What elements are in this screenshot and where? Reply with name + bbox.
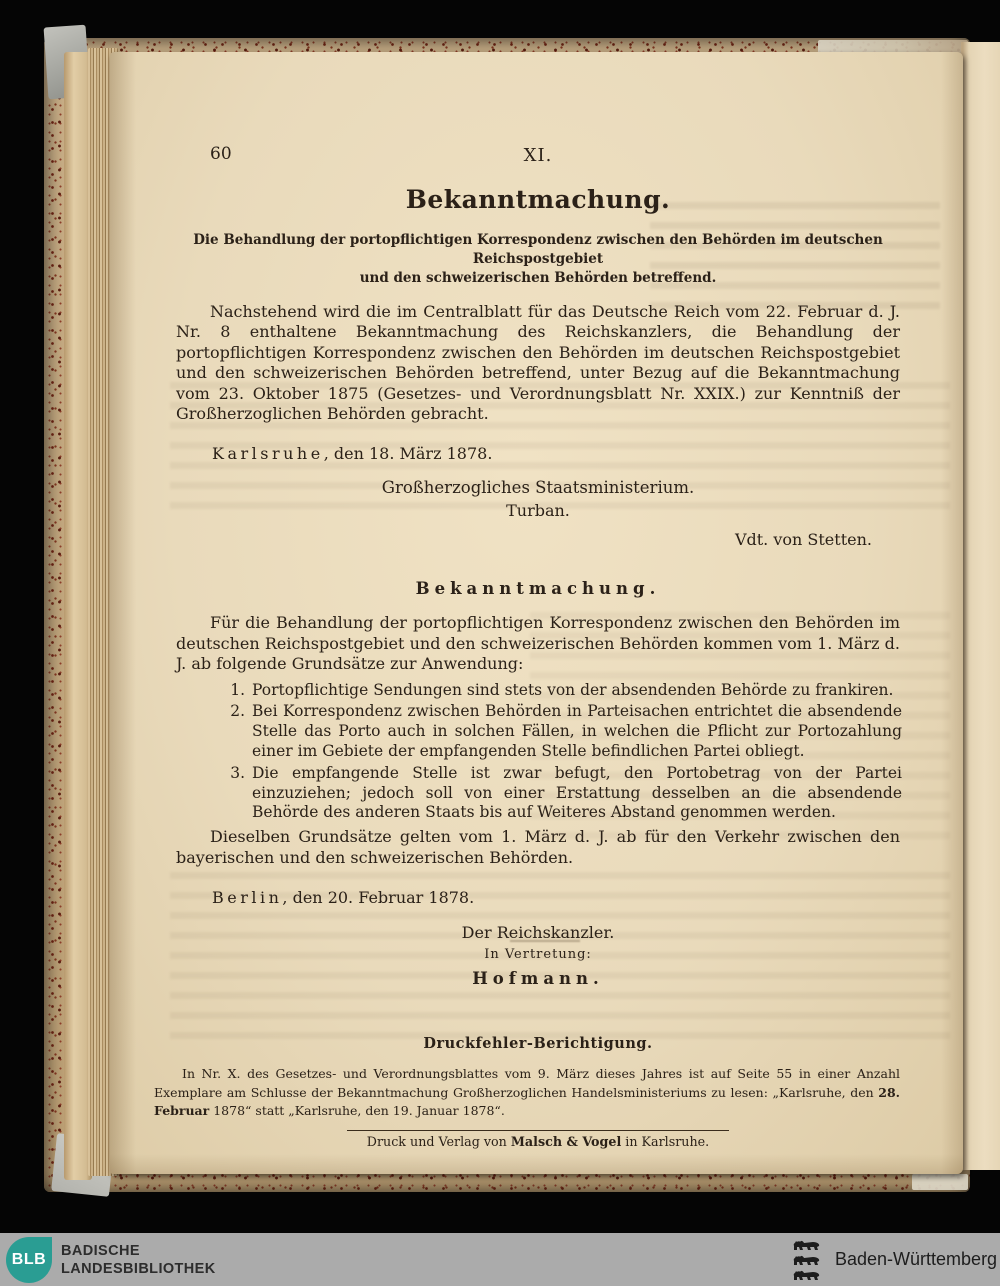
notice1-signature-block [176, 477, 900, 522]
notice2-signer-title: Der Reichskanzler. [461, 922, 615, 942]
notice2-signer-name: Hofmann. [472, 968, 604, 988]
correction-text-before: In Nr. X. des Gesetzes- und Verordnungsblattes vom 9. März dieses Jahres ist auf Seite 55 in einer Anzahl Exemplare am Schlusse der Bekanntmachung Großherzoglichen Handelsministeriums zu lesen: „Karlsruhe, den [154, 1066, 900, 1100]
library-footer-bar [0, 1233, 1000, 1286]
notice1-subject-line2: und den schweizerischen Behörden betreffend. [359, 269, 717, 286]
list-item: 2. Bei Korrespondenz zwischen Behörden in Parteisachen entrichtet die absendende Stelle das Porto auch in solchen Fällen, in welchen die Pflicht zur Portozahlung einer im Gebiete der empfangenden Stelle befindlichen Partei obliegt. [250, 702, 902, 761]
notice2-place: Berlin [212, 888, 283, 908]
page-number: 60 [210, 144, 232, 164]
notice1-signature-name: Turban. [506, 501, 570, 521]
correction-body [154, 1065, 900, 1119]
list-item: 1. Portopflichtige Sendungen sind stets von der absendenden Behörde zu frankiren. [250, 681, 902, 701]
notice1-countersign: Vdt. von Stetten. [734, 529, 872, 549]
notice2-date: , den 20. Februar 1878. [282, 888, 475, 908]
library-name [61, 1242, 216, 1278]
notice1-place: Karlsruhe [212, 444, 324, 464]
library-name-line2: LANDESBIBLIOTHEK [61, 1261, 216, 1278]
library-name-line1: BADISCHE [61, 1243, 140, 1259]
notice2-principles-list [176, 681, 900, 824]
page-content [154, 144, 902, 1163]
section-number: XI. [523, 145, 553, 166]
imprint-divider [347, 1130, 729, 1131]
cover-wear-patch-bottom-right [912, 1174, 968, 1190]
notice1-body: Nachstehend wird die im Centralblatt für das Deutsche Reich vom 22. Februar d. J. Nr. 8 enthaltene Bekanntmachung des Reichskanzlers, die Behandlung der portopflichtigen Korrespondenz zwischen den Behörden im deutschen Reichspostgebiet und den schweizerischen Behörden betreffend, unter Bezug auf die Bekanntmachung vom 23. Oktober 1875 (Gesetzes- und Verordnungsblatt Nr. XXIX.) zur Kenntniß der Großherzoglichen Behörden gebracht. [176, 301, 900, 424]
imprint-line [176, 1134, 900, 1150]
notice1-subject [176, 231, 900, 288]
notice2-intro: Für die Behandlung der portopflichtigen Korrespondenz zwischen den Behörden im deutschen Reichspostgebiet und den schweizerischen Behörden kommen vom 1. März d. J. ab folgende Grundsätze zur Anwendung: [176, 613, 900, 674]
notice2-signature-block [176, 923, 900, 989]
correction-text-after: 1878“ statt „Karlsruhe, den 19. Januar 1878“. [209, 1102, 505, 1118]
state-brand [790, 1233, 997, 1286]
notice2-signer-rep: In Vertretung: [484, 947, 592, 963]
notice2-title: Bekanntmachung. [415, 579, 661, 598]
blb-logo-text: BLB [11, 1251, 47, 1268]
scanned-page [110, 52, 963, 1174]
imprint-text-after: in Karlsruhe. [621, 1133, 710, 1149]
notice1-date: , den 18. März 1878. [323, 444, 493, 464]
list-item: 3. Die empfangende Stelle ist zwar befugt, den Portobetrag von der Partei einzuziehen; jedoch soll von einer Erstattung desselben an die absendende Behörde des anderen Staats bis auf Weiteres Abstand genommen werden. [250, 764, 902, 823]
state-name: Baden-Württemberg [835, 1249, 998, 1269]
imprint-text-before: Druck und Verlag von [366, 1133, 511, 1149]
notice2-closing: Dieselben Grundsätze gelten vom 1. März d. J. ab für den Verkehr zwischen den bayerischen und den schweizerischen Behörden. [176, 827, 900, 867]
imprint-publisher: Malsch & Vogel [510, 1133, 622, 1149]
notice2-place-date [176, 888, 900, 908]
notice1-place-date [176, 444, 900, 464]
correction-text-bold: 28. Februar [154, 1084, 900, 1118]
blb-logo-icon [6, 1237, 52, 1283]
correction-title: Druckfehler-Berichtigung. [423, 1034, 653, 1052]
next-page-sliver [961, 42, 1000, 1170]
page-header-row [176, 144, 900, 168]
notice1-subject-line1: Die Behandlung der portopflichtigen Korrespondenz zwischen den Behörden im deutschen Reichspostgebiet [193, 232, 883, 267]
notice1-signature-org: Großherzogliches Staatsministerium. [381, 477, 695, 497]
baden-wuerttemberg-coat-of-arms-icon [790, 1237, 826, 1283]
notice1-title: Bekanntmachung. [405, 185, 671, 214]
